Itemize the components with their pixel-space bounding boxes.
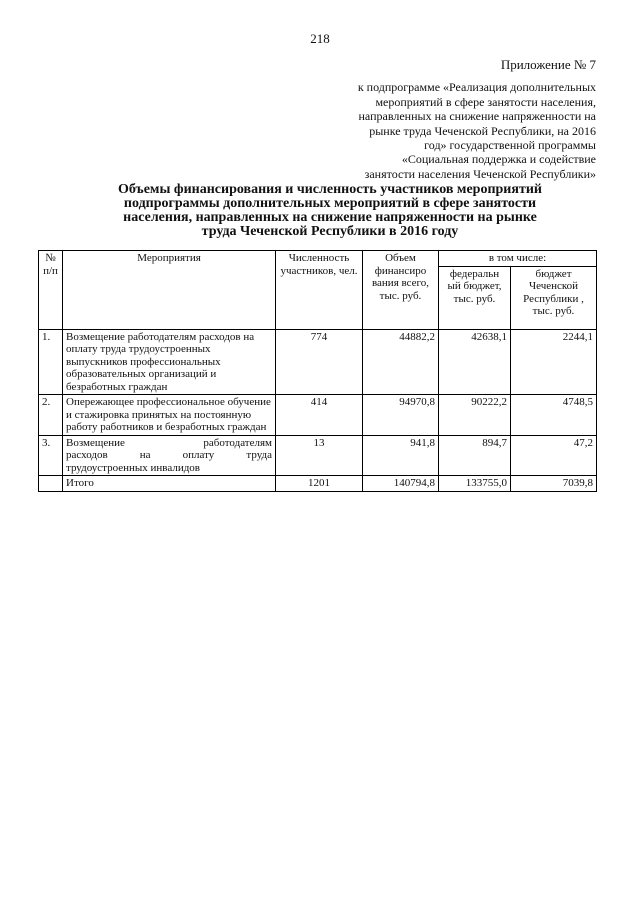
document-title <box>100 183 560 239</box>
table-row <box>39 395 597 436</box>
table-row <box>39 329 597 395</box>
total-num <box>39 476 63 492</box>
row-event <box>63 435 276 476</box>
appendix-line: рынке труда Чеченской Республики, на 2016 <box>369 123 596 138</box>
header-event: Мероприятия <box>63 251 276 330</box>
row-event: Опережающее профессиональное обучение и стажировка принятых на постоянную работу работников и безработных граждан <box>63 395 276 436</box>
header-regional: бюджет Чеченской Республики , тыс. руб. <box>511 266 597 329</box>
header-federal: федеральн ый бюджет, тыс. руб. <box>439 266 511 329</box>
row-federal: 894,7 <box>439 435 511 476</box>
table-header-row <box>39 251 597 267</box>
header-including: в том числе: <box>439 251 597 267</box>
appendix-line: занятости населения Чеченской Республики» <box>364 166 596 181</box>
funding-table <box>38 250 597 492</box>
appendix-line: «Социальная поддержка и содействие <box>401 152 596 167</box>
total-label: Итого <box>63 476 276 492</box>
row-funding: 44882,2 <box>363 329 439 395</box>
header-funding: Объем финансиро вания всего, тыс. руб. <box>363 251 439 330</box>
total-regional: 7039,8 <box>511 476 597 492</box>
row-funding: 941,8 <box>363 435 439 476</box>
row-event-line: Возмещение работодателям <box>66 436 272 449</box>
appendix-line: направленных на снижение напряженности на <box>358 109 596 124</box>
title-line: населения, направленных на снижение напряженности на рынке <box>123 210 537 225</box>
title-line: Объемы финансирования и численность участников мероприятий <box>118 182 542 197</box>
row-num: 3. <box>39 435 63 476</box>
row-regional: 47,2 <box>511 435 597 476</box>
table-total-row <box>39 476 597 492</box>
title-line: труда Чеченской Республики в 2016 году <box>201 224 459 239</box>
total-participants: 1201 <box>276 476 363 492</box>
row-event-line: расходов на оплату труда <box>66 449 272 461</box>
appendix-label: Приложение № 7 <box>500 57 596 72</box>
row-event-line: трудоустроенных инвалидов <box>66 461 201 474</box>
page-number: 218 <box>310 31 330 46</box>
header-num: № п/п <box>39 251 63 330</box>
total-funding: 140794,8 <box>363 476 439 492</box>
header-participants: Численность участников, чел. <box>276 251 363 330</box>
row-federal: 42638,1 <box>439 329 511 395</box>
appendix-line: мероприятий в сфере занятости населения, <box>375 94 596 109</box>
row-federal: 90222,2 <box>439 395 511 436</box>
row-regional: 2244,1 <box>511 329 597 395</box>
row-event: Возмещение работодателям расходов на оплату труда трудоустроенных выпускников профессиональных образовательных организаций и безработных граждан <box>63 329 276 395</box>
row-num: 1. <box>39 329 63 395</box>
title-line: подпрограммы дополнительных мероприятий в сфере занятости <box>123 196 537 211</box>
table-row <box>39 435 597 476</box>
row-num: 2. <box>39 395 63 436</box>
total-federal: 133755,0 <box>439 476 511 492</box>
appendix-line: год» государственной программы <box>424 138 596 153</box>
row-participants: 414 <box>276 395 363 436</box>
row-funding: 94970,8 <box>363 395 439 436</box>
row-participants: 774 <box>276 329 363 395</box>
appendix-block <box>296 58 596 181</box>
row-regional: 4748,5 <box>511 395 597 436</box>
appendix-line: к подпрограмме «Реализация дополнительных <box>357 80 596 95</box>
row-participants: 13 <box>276 435 363 476</box>
